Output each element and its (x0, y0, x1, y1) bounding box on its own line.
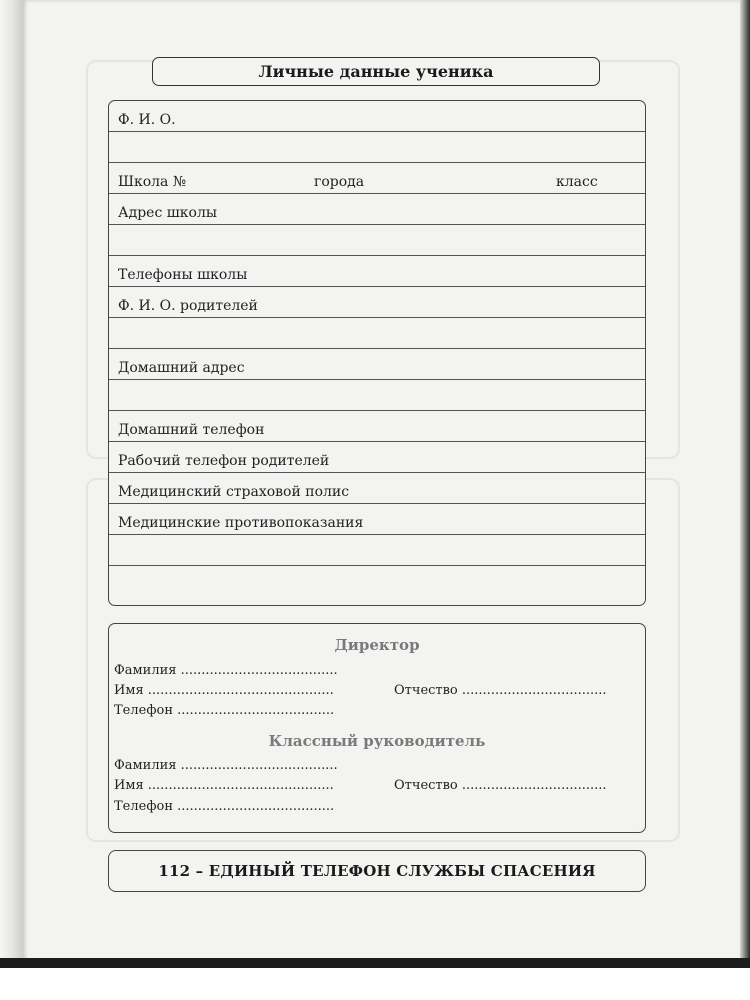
form-line-blank[interactable] (109, 566, 645, 604)
form-line-parents-work-phone[interactable] (109, 442, 645, 473)
label-school-phones: Телефоны школы (118, 267, 248, 283)
book-spine (0, 0, 22, 962)
label-school: Школа № (118, 174, 187, 190)
personal-data-form (108, 100, 646, 606)
director-surname-field[interactable]: Фамилия ...................................... (114, 663, 338, 678)
label-city: города (314, 174, 365, 190)
form-line-insurance[interactable] (109, 473, 645, 504)
label-parents-work-phone: Рабочий телефон родителей (118, 453, 330, 469)
label-class: класс (556, 174, 598, 190)
label-home-address: Домашний адрес (118, 360, 245, 376)
emergency-text: 112 – ЕДИНЫЙ ТЕЛЕФОН СЛУЖБЫ СПАСЕНИЯ (158, 862, 596, 880)
director-heading: Директор (334, 636, 420, 654)
class-teacher-heading: Классный руководитель (268, 732, 486, 750)
form-line-school[interactable] (109, 163, 645, 194)
label-home-phone: Домашний телефон (118, 422, 265, 438)
form-line-blank[interactable] (109, 535, 645, 566)
form-line-parents-fio[interactable] (109, 287, 645, 318)
director-patronymic-field[interactable]: Отчество ................................... (394, 683, 607, 698)
page-title-text: Личные данные ученика (258, 62, 494, 81)
class-teacher-surname-field[interactable]: Фамилия ...................................... (114, 758, 338, 773)
page-edge-right (740, 0, 750, 968)
class-teacher-name-field[interactable]: Имя ............................................. (114, 778, 334, 793)
page-title (152, 57, 600, 86)
class-teacher-phone-field[interactable]: Телефон ...................................... (114, 799, 335, 814)
director-name-field[interactable]: Имя ............................................. (114, 683, 334, 698)
form-line-blank[interactable] (109, 225, 645, 256)
form-line-home-phone[interactable] (109, 411, 645, 442)
class-teacher-patronymic-field[interactable]: Отчество ................................... (394, 778, 607, 793)
form-line-blank[interactable] (109, 318, 645, 349)
form-line-fio[interactable] (109, 101, 645, 132)
form-line-contraindications[interactable] (109, 504, 645, 535)
form-line-home-address[interactable] (109, 349, 645, 380)
form-line-blank[interactable] (109, 132, 645, 163)
label-contraindications: Медицинские противопоказания (118, 515, 364, 531)
form-line-school-address[interactable] (109, 194, 645, 225)
book-cover-edge (0, 958, 750, 968)
form-line-blank[interactable] (109, 380, 645, 411)
label-parents-fio: Ф. И. О. родителей (118, 298, 258, 314)
label-fio: Ф. И. О. (118, 112, 176, 128)
contacts-section (108, 623, 646, 833)
form-line-school-phones[interactable] (109, 256, 645, 287)
director-phone-field[interactable]: Телефон ...................................... (114, 703, 335, 718)
label-insurance: Медицинский страховой полис (118, 484, 350, 500)
label-school-address: Адрес школы (118, 205, 217, 221)
emergency-banner (108, 850, 646, 892)
